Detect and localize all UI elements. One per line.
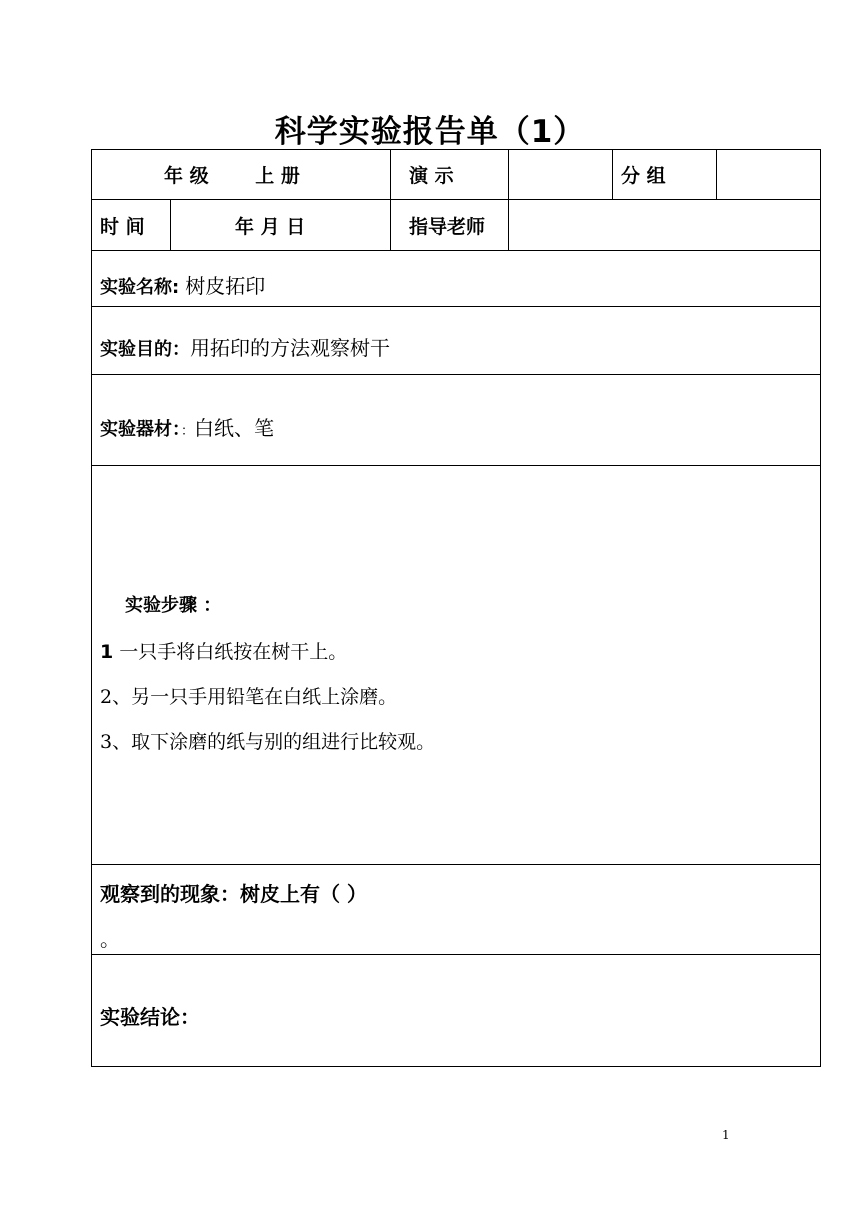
observation-label: 观察到的现象：树皮上有（ ） bbox=[100, 881, 367, 906]
materials-sep: ： bbox=[181, 423, 195, 439]
date-text: 年 月 日 bbox=[235, 215, 306, 238]
teacher-label-cell bbox=[391, 200, 509, 251]
volume-label: 上 册 bbox=[255, 165, 300, 187]
conclusion-row bbox=[92, 955, 821, 1067]
step-item bbox=[92, 727, 820, 754]
header-row bbox=[92, 150, 821, 200]
purpose-row bbox=[92, 307, 821, 375]
purpose-value: 用拓印的方法观察树干 bbox=[190, 336, 390, 360]
step-text: 一只手将白纸按在树干上。 bbox=[119, 640, 348, 663]
observation-cell bbox=[92, 865, 821, 955]
date-cell[interactable] bbox=[171, 200, 391, 251]
materials-row bbox=[92, 375, 821, 466]
page-title: 科学实验报告单（1） bbox=[274, 114, 586, 150]
step-item bbox=[92, 682, 820, 709]
name-label: 实验名称: bbox=[100, 277, 180, 298]
observation-row bbox=[92, 865, 821, 955]
group-cell bbox=[613, 150, 717, 200]
grade-label: 年 级 bbox=[164, 165, 209, 187]
demo-cell bbox=[391, 150, 509, 200]
teacher-label: 指导老师 bbox=[409, 215, 486, 238]
materials-label: 实验器材： bbox=[100, 418, 181, 440]
step-number: 1 bbox=[100, 640, 114, 663]
name-cell bbox=[92, 251, 821, 307]
time-label: 时 间 bbox=[100, 215, 145, 238]
steps-row bbox=[92, 466, 821, 865]
name-value: 树皮拓印 bbox=[185, 274, 266, 298]
group-label: 分 组 bbox=[621, 165, 666, 187]
purpose-cell bbox=[92, 307, 821, 375]
materials-cell bbox=[92, 375, 821, 466]
steps-cell bbox=[92, 466, 821, 865]
report-table bbox=[91, 149, 821, 1067]
steps-label: 实验步骤 ： bbox=[125, 594, 222, 616]
name-row bbox=[92, 251, 821, 307]
conclusion-cell bbox=[92, 955, 821, 1067]
page-number: 1 bbox=[722, 1128, 730, 1142]
observation-end: 。 bbox=[100, 926, 120, 951]
demo-label: 演 示 bbox=[409, 165, 454, 187]
conclusion-label: 实验结论： bbox=[100, 1005, 200, 1029]
purpose-label: 实验目的： bbox=[100, 339, 190, 360]
step-text: 2、另一只手用铅笔在白纸上涂磨。 bbox=[100, 685, 398, 708]
time-label-cell bbox=[92, 200, 171, 251]
demo-value-cell[interactable] bbox=[509, 150, 613, 200]
group-value-cell[interactable] bbox=[717, 150, 821, 200]
materials-value: 白纸、笔 bbox=[194, 415, 275, 440]
step-item bbox=[92, 637, 820, 664]
step-text: 3、取下涂磨的纸与别的组进行比较观。 bbox=[100, 730, 436, 753]
teacher-value-cell[interactable] bbox=[509, 200, 821, 251]
time-row bbox=[92, 200, 821, 251]
grade-cell bbox=[92, 150, 391, 200]
